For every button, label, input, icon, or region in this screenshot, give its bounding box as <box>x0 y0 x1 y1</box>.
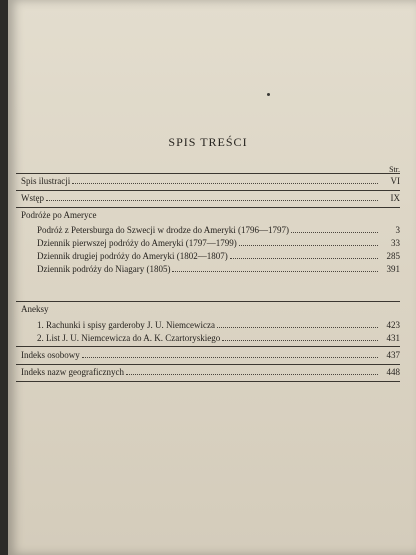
leader-dots <box>217 323 378 328</box>
divider <box>16 190 400 191</box>
leader-dots <box>222 336 378 341</box>
toc-entry-page: 285 <box>386 251 400 261</box>
toc-entry-label: 1. Rachunki i spisy garderoby J. U. Niemcewicza <box>37 320 215 330</box>
toc-entry <box>0 367 416 377</box>
leader-dots <box>291 228 378 233</box>
toc-entry-label: Wstęp <box>21 193 44 203</box>
leader-dots <box>72 179 378 184</box>
divider <box>16 381 400 382</box>
toc-entry-page: 33 <box>391 238 400 248</box>
ink-speck <box>267 93 270 96</box>
toc-entry-page: 3 <box>395 225 400 235</box>
book-page <box>8 0 416 555</box>
toc-entry-page: 437 <box>386 350 400 360</box>
toc-subentry <box>0 333 416 343</box>
toc-entry-label: Spis ilustracji <box>21 176 71 186</box>
divider <box>16 207 400 208</box>
toc-entry-label: Dziennik drugiej podróży do Ameryki (1802—1807) <box>37 251 228 261</box>
toc-entry-label: Dziennik pierwszej podróży do Ameryki (1797—1799) <box>37 238 237 248</box>
toc-entry-label: 2. List J. U. Niemcewicza do A. K. Czartoryskiego <box>37 333 221 343</box>
leader-dots <box>230 254 378 259</box>
toc-entry-page: 448 <box>386 367 400 377</box>
toc-entry-label: Podróż z Petersburga do Szwecji w drodze do Ameryki (1796—1797) <box>37 225 290 235</box>
page-title: SPIS TREŚCI <box>168 135 248 149</box>
section-heading: Podróże po Ameryce <box>21 210 97 220</box>
leader-dots <box>82 353 378 358</box>
divider <box>16 301 400 302</box>
toc-entry-label: Indeks osobowy <box>21 350 80 360</box>
toc-entry <box>0 193 416 203</box>
divider <box>16 346 400 347</box>
toc-entry-page: VI <box>390 176 400 186</box>
toc-entry-label: Dziennik podróży do Niagary (1805) <box>37 264 171 274</box>
divider <box>16 364 400 365</box>
page-column-label: Str. <box>389 165 400 174</box>
toc-subentry <box>0 225 416 235</box>
toc-entry-page: 431 <box>386 333 400 343</box>
leader-dots <box>172 267 378 272</box>
toc-subentry <box>0 320 416 330</box>
toc-entry-page: 391 <box>386 264 400 274</box>
leader-dots <box>126 370 378 375</box>
toc-entry <box>0 350 416 360</box>
toc-entry <box>0 176 416 186</box>
divider <box>16 173 400 174</box>
toc-subentry <box>0 264 416 274</box>
leader-dots <box>46 196 378 201</box>
leader-dots <box>239 241 378 246</box>
toc-entry-label: Indeks nazw geograficznych <box>21 367 124 377</box>
toc-subentry <box>0 238 416 248</box>
section-heading: Aneksy <box>21 304 49 314</box>
toc-entry-page: 423 <box>386 320 400 330</box>
toc-entry-page: IX <box>390 193 400 203</box>
toc-subentry <box>0 251 416 261</box>
